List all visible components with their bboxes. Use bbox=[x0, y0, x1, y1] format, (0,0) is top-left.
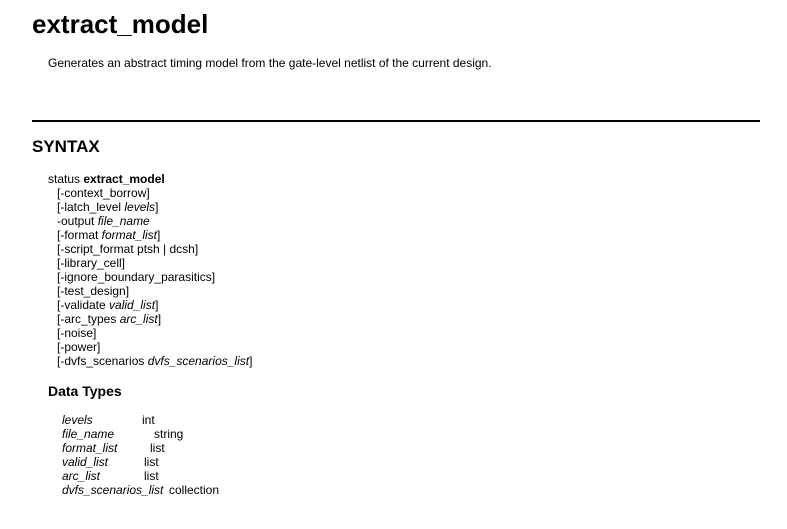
option-text: [-ignore_boundary_parasitics] bbox=[57, 270, 216, 284]
syntax-heading: SYNTAX bbox=[32, 137, 100, 156]
section-divider bbox=[32, 120, 760, 122]
syntax-option bbox=[48, 326, 252, 340]
option-text: [-latch_level bbox=[57, 200, 125, 214]
option-text: [-noise] bbox=[57, 326, 97, 340]
data-type-name: arc_list bbox=[62, 469, 101, 483]
syntax-option bbox=[48, 354, 252, 368]
option-text: [-library_cell] bbox=[57, 256, 126, 270]
option-argument: format_list bbox=[101, 228, 158, 242]
data-type-value: int bbox=[142, 413, 155, 427]
option-suffix: ] bbox=[155, 298, 159, 312]
syntax-option bbox=[48, 256, 252, 270]
command-name: extract_model bbox=[83, 172, 165, 186]
data-type-value: collection bbox=[169, 483, 220, 497]
option-text: [-test_design] bbox=[57, 284, 130, 298]
option-argument: arc_list bbox=[119, 312, 158, 326]
option-text: [-power] bbox=[57, 340, 101, 354]
option-text: [-dvfs_scenarios bbox=[57, 354, 148, 368]
syntax-option bbox=[48, 214, 252, 228]
data-type-value: list bbox=[144, 469, 159, 483]
data-type-name: valid_list bbox=[62, 455, 109, 469]
option-text: [-format bbox=[57, 228, 102, 242]
syntax-option bbox=[48, 312, 252, 326]
option-suffix: ] bbox=[249, 354, 253, 368]
syntax-command-line bbox=[48, 172, 252, 186]
option-suffix: ] bbox=[157, 228, 161, 242]
data-type-name: dvfs_scenarios_list bbox=[62, 483, 164, 497]
option-suffix: ] bbox=[155, 200, 159, 214]
syntax-option bbox=[48, 242, 252, 256]
option-text: [-script_format ptsh | dcsh] bbox=[57, 242, 199, 256]
return-type: status bbox=[48, 172, 81, 186]
option-text: [-context_borrow] bbox=[57, 186, 150, 200]
syntax-block bbox=[48, 172, 252, 368]
syntax-option bbox=[48, 186, 252, 200]
data-type-value: list bbox=[144, 455, 159, 469]
syntax-option bbox=[48, 298, 252, 312]
option-argument: file_name bbox=[97, 214, 150, 228]
syntax-option bbox=[48, 340, 252, 354]
option-argument: levels bbox=[124, 200, 156, 214]
option-text: [-arc_types bbox=[57, 312, 120, 326]
syntax-option bbox=[48, 200, 252, 214]
option-text: [-validate bbox=[57, 298, 110, 312]
syntax-option bbox=[48, 228, 252, 242]
option-argument: dvfs_scenarios_list bbox=[147, 354, 250, 368]
syntax-option bbox=[48, 270, 252, 284]
data-type-name: file_name bbox=[62, 427, 115, 441]
data-type-name: format_list bbox=[62, 441, 118, 455]
data-type-value: list bbox=[150, 441, 165, 455]
option-text: -output bbox=[57, 214, 98, 228]
syntax-option bbox=[48, 284, 252, 298]
data-type-value: string bbox=[154, 427, 184, 441]
page-title: extract_model bbox=[32, 9, 209, 39]
option-argument: valid_list bbox=[109, 298, 156, 312]
data-type-name: levels bbox=[62, 413, 93, 427]
option-suffix: ] bbox=[157, 312, 162, 326]
data-types-heading: Data Types bbox=[48, 383, 122, 399]
command-description: Generates an abstract timing model from the gate-level netlist of the current design. bbox=[48, 56, 492, 70]
